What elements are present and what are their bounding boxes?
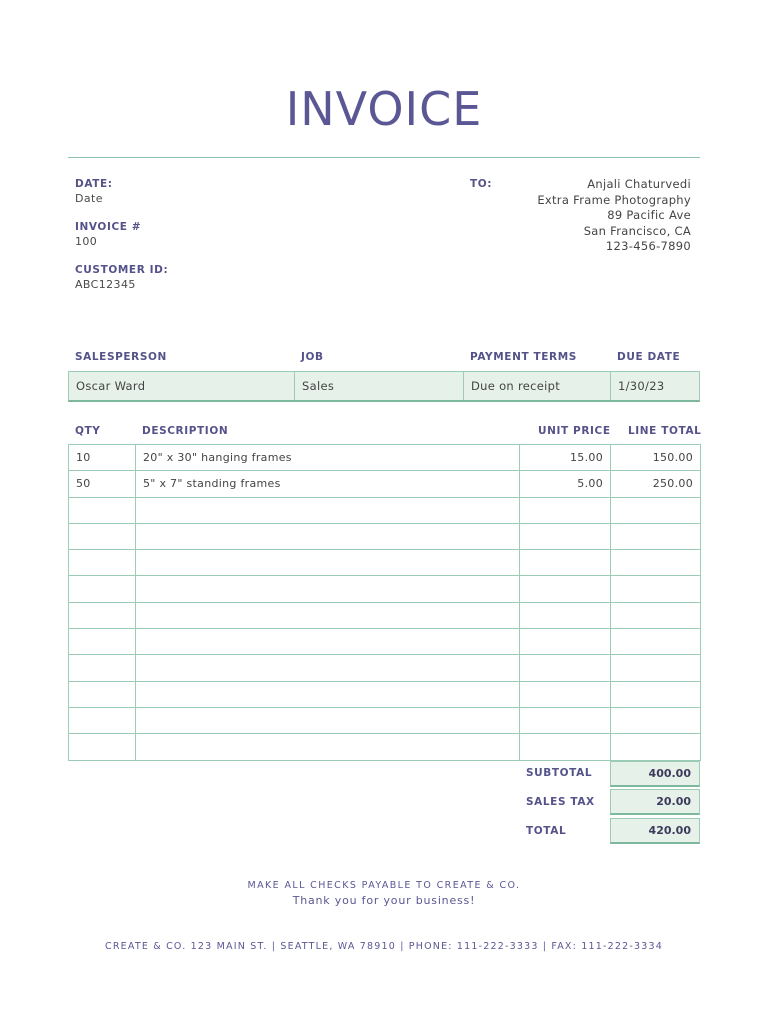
item-line-total	[611, 576, 701, 602]
item-qty	[69, 629, 136, 655]
item-qty: 10	[69, 445, 136, 471]
item-line-total	[611, 681, 701, 707]
item-line-total	[611, 602, 701, 628]
item-unit-price	[520, 629, 611, 655]
item-unit-price: 15.00	[520, 445, 611, 471]
salesperson-header: SALESPERSON	[75, 351, 167, 363]
item-qty	[69, 523, 136, 549]
item-description: 20" x 30" hanging frames	[136, 445, 520, 471]
item-description	[136, 497, 520, 523]
bill-to-phone: 123-456-7890	[605, 239, 691, 254]
bill-to-company: Extra Frame Photography	[537, 192, 691, 207]
due-date-header: DUE DATE	[617, 351, 681, 363]
subtotal-label: SUBTOTAL	[526, 767, 593, 779]
payment-terms-header: PAYMENT TERMS	[470, 351, 577, 363]
item-unit-price	[520, 734, 611, 760]
item-description	[136, 655, 520, 681]
item-description	[136, 550, 520, 576]
item-qty	[69, 734, 136, 760]
item-qty	[69, 550, 136, 576]
table-row	[69, 471, 701, 497]
table-row	[69, 602, 701, 628]
job-header: JOB	[301, 351, 324, 363]
item-unit-price	[520, 655, 611, 681]
item-description	[136, 734, 520, 760]
item-unit-price	[520, 681, 611, 707]
invoice-number-value: 100	[75, 235, 98, 248]
table-row	[69, 681, 701, 707]
item-line-total	[611, 550, 701, 576]
table-row	[69, 550, 701, 576]
item-qty	[69, 655, 136, 681]
item-qty	[69, 497, 136, 523]
customer-id-label: CUSTOMER ID:	[75, 264, 169, 276]
table-row	[69, 497, 701, 523]
item-qty	[69, 707, 136, 733]
bill-to-street: 89 Pacific Ave	[607, 208, 691, 223]
date-value: Date	[75, 192, 103, 205]
table-row	[69, 707, 701, 733]
item-line-total	[611, 523, 701, 549]
sales-tax-label: SALES TAX	[526, 796, 595, 808]
item-qty: 50	[69, 471, 136, 497]
qty-header: QTY	[75, 425, 101, 437]
item-line-total	[611, 629, 701, 655]
table-row	[69, 629, 701, 655]
line-items-table	[68, 444, 701, 761]
item-unit-price	[520, 523, 611, 549]
item-unit-price	[520, 576, 611, 602]
bill-to-address	[537, 177, 691, 255]
sales-tax-value: 20.00	[610, 789, 700, 815]
payment-terms-value: Due on receipt	[464, 372, 611, 400]
description-header: DESCRIPTION	[142, 425, 229, 437]
table-row	[69, 576, 701, 602]
table-row	[69, 445, 701, 471]
invoice-title: INVOICE	[285, 82, 483, 136]
item-description	[136, 576, 520, 602]
bill-to-name: Anjali Chaturvedi	[587, 177, 691, 191]
job-value: Sales	[295, 372, 464, 400]
item-description	[136, 707, 520, 733]
item-description	[136, 602, 520, 628]
to-label: TO:	[470, 178, 493, 190]
bill-to-city: San Francisco, CA	[583, 223, 691, 238]
item-unit-price	[520, 497, 611, 523]
company-address-footer: CREATE & CO. 123 MAIN ST. | SEATTLE, WA 78910 | PHONE: 111-222-3333 | FAX: 111-222-3334	[105, 941, 663, 952]
date-label: DATE:	[75, 178, 113, 190]
subtotal-value: 400.00	[610, 761, 700, 787]
item-unit-price	[520, 602, 611, 628]
invoice-number-label: INVOICE #	[75, 221, 142, 233]
item-description: 5" x 7" standing frames	[136, 471, 520, 497]
header-divider	[68, 157, 700, 158]
line-total-header: LINE TOTAL	[628, 425, 702, 437]
item-unit-price	[520, 707, 611, 733]
item-line-total	[611, 707, 701, 733]
due-date-value: 1/30/23	[618, 379, 665, 393]
item-description	[136, 629, 520, 655]
total-value: 420.00	[610, 818, 700, 844]
table-row	[69, 655, 701, 681]
item-qty	[69, 681, 136, 707]
customer-id-value: ABC12345	[75, 278, 136, 291]
item-qty	[69, 602, 136, 628]
thank-you-note: Thank you for your business!	[292, 894, 476, 907]
item-description	[136, 523, 520, 549]
table-row	[69, 523, 701, 549]
checks-payable-note: MAKE ALL CHECKS PAYABLE TO CREATE & CO.	[247, 880, 521, 891]
item-unit-price: 5.00	[520, 471, 611, 497]
item-line-total: 150.00	[611, 445, 701, 471]
item-qty	[69, 576, 136, 602]
item-line-total: 250.00	[611, 471, 701, 497]
item-line-total	[611, 734, 701, 760]
item-line-total	[611, 655, 701, 681]
item-unit-price	[520, 550, 611, 576]
item-line-total	[611, 497, 701, 523]
unit-price-header: UNIT PRICE	[538, 425, 611, 437]
job-details-table	[68, 371, 700, 402]
item-description	[136, 681, 520, 707]
table-row	[69, 734, 701, 760]
salesperson-value: Oscar Ward	[69, 372, 295, 400]
total-label: TOTAL	[526, 825, 567, 837]
